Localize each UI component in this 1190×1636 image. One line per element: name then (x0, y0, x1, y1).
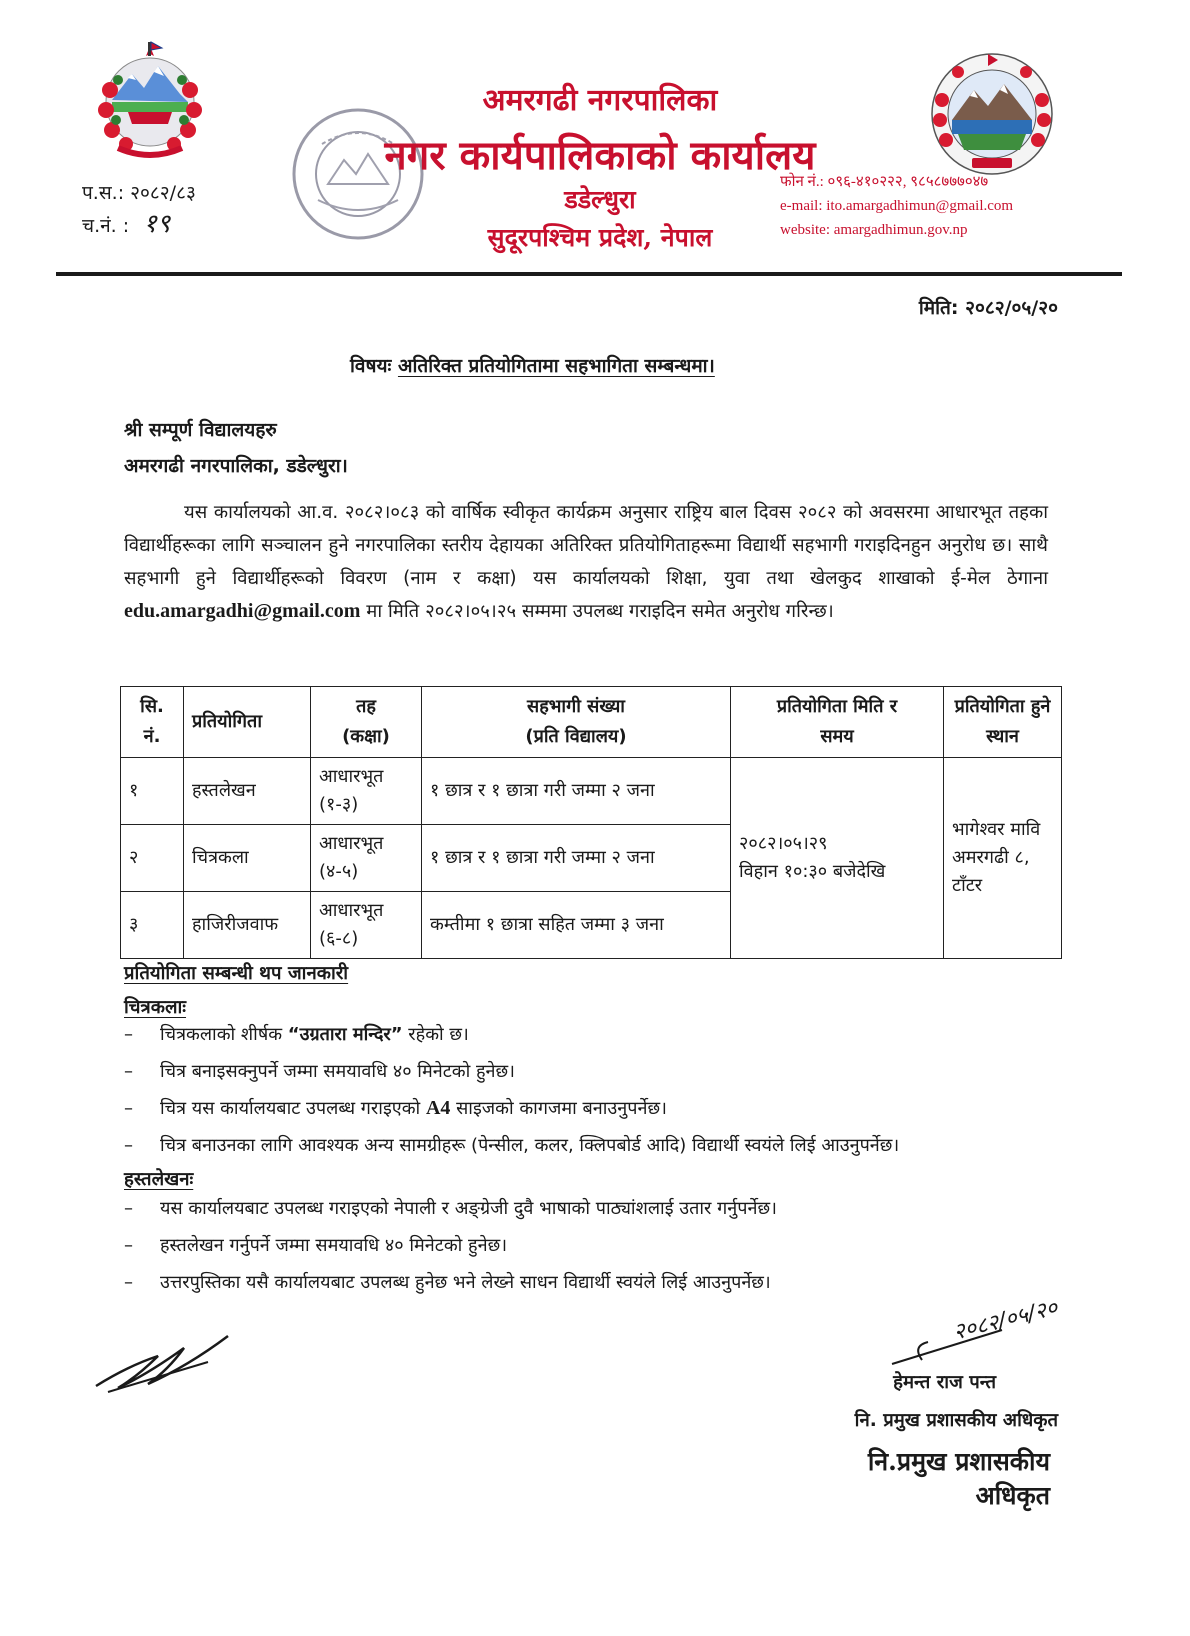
list-item: – चित्र बनाउनका लागि आवश्यक अन्य सामग्रीहरू (पेन्सील, कलर, क्लिपबोर्ड आदि) विद्यार्थी स्वयंले लिई आउनुपर्नेछ। (124, 1127, 899, 1164)
row-participants: १ छात्र र १ छात्रा गरी जम्मा २ जना (422, 758, 731, 825)
additional-info-title: प्रतियोगिता सम्बन्धी थप जानकारी (124, 963, 349, 984)
province-name: सुदूरपश्चिम प्रदेश, नेपाल (487, 223, 713, 252)
contact-block (780, 170, 1080, 242)
row-sn: १ (121, 758, 184, 825)
municipality-logo-icon (928, 50, 1056, 178)
row-level: आधारभूत (६-८) (311, 892, 422, 959)
table-row (121, 758, 1062, 825)
subject-label: विषयः (350, 355, 392, 377)
reference-numbers (82, 178, 196, 242)
body-text-1: यस कार्यालयको आ.व. २०८२।०८३ को वार्षिक स्वीकृत कार्यक्रम अनुसार राष्ट्रिय बाल दिवस २०८२ को अवसरमा आधारभूत तहका विद्यार्थीहरूका लागि सञ्चालन हुने नगरपालिका स्तरीय देहायका अतिरिक्त प्रतियोगिताहरूमा विद्यार्थी सहभागी गराइदिनहुन अनुरोध छ। साथै सहभागी हुने विद्यार्थीहरूको विवरण (नाम र कक्षा) यस कार्यालयको शिक्षा, युवा तथा खेलकुद शाखाको ई-मेल ठेगाना (124, 502, 1048, 589)
row-level: आधारभूत (४-५) (311, 825, 422, 892)
signature-date: २०८२/०५/२० (950, 1295, 1061, 1346)
col-level: तह (कक्षा) (311, 687, 422, 758)
email-address[interactable]: e-mail: ito.amargadhimun@gmail.com (780, 198, 1014, 214)
paper-size: A4 (425, 1097, 451, 1119)
letter-date: मिति: २०८२/०५/२० (918, 297, 1058, 319)
body-text-2: मा मिति २०८२।०५।२५ सम्ममा उपलब्ध गराइदिन समेत अनुरोध गरिन्छ। (360, 601, 834, 622)
designation-stamp: नि.प्रमुख प्रशासकीय अधिकृत (867, 1447, 1050, 1510)
competition-table (120, 686, 1062, 959)
drawing-rules-list (124, 1016, 899, 1164)
signatory-title: नि. प्रमुख प्रशासकीय अधिकृत (854, 1410, 1058, 1431)
col-venue: प्रतियोगिता हुने स्थान (944, 687, 1062, 758)
list-item: – उत्तरपुस्तिका यसै कार्यालयबाट उपलब्ध हुनेछ भने लेख्ने साधन विद्यार्थी स्वयंले लिई आउनुपर्नेछ। (124, 1264, 777, 1301)
recipient-line-1: श्री सम्पूर्ण विद्यालयहरु (124, 419, 277, 441)
row-competition: हस्तलेखन (184, 758, 311, 825)
letter-body (124, 496, 1048, 628)
row-level: आधारभूत (१-३) (311, 758, 422, 825)
letter-subject (350, 352, 715, 378)
handwriting-heading: हस्तलेखनः (124, 1169, 194, 1190)
row-competition: हाजिरीजवाफ (184, 892, 311, 959)
signatory-name: हेमन्त राज पन्त (893, 1372, 996, 1393)
education-email[interactable]: edu.amargadhi@gmail.com (124, 600, 361, 622)
subject-text: अतिरिक्त प्रतियोगितामा सहभागिता सम्बन्धमा। (397, 355, 715, 377)
competition-venue: भागेश्वर मावि अमरगढी ८, टाँटर (944, 758, 1062, 959)
district-name: डडेल्धुरा (564, 185, 636, 214)
col-sn: सि. नं. (121, 687, 184, 758)
nepal-emblem-icon (88, 40, 212, 160)
list-item: – यस कार्यालयबाट उपलब्ध गराइएको नेपाली र अङ्ग्रेजी दुवै भाषाको पाठ्यांशलाई उतार गर्नुपर्नेछ। (124, 1190, 777, 1227)
handwriting-rules-list (124, 1190, 777, 1301)
recipient-block (124, 412, 348, 484)
website-link[interactable]: website: amargadhimun.gov.np (780, 222, 968, 238)
dispatch-label: च.नं. : (82, 215, 130, 237)
drawing-heading: चित्रकलाः (124, 997, 187, 1018)
municipality-name: अमरगढी नगरपालिका (482, 83, 718, 118)
dispatch-number (82, 209, 196, 242)
row-competition: चित्रकला (184, 825, 311, 892)
office-name: नगर कार्यपालिकाको कार्यालय (384, 132, 816, 179)
table-header-row (121, 687, 1062, 758)
col-datetime: प्रतियोगिता मिति र समय (731, 687, 944, 758)
list-item: – हस्तलेखन गर्नुपर्ने जम्मा समयावधि ४० मिनेटको हुनेछ। (124, 1227, 777, 1264)
dispatch-value: १९ (143, 209, 171, 239)
letter-number: प.स.: २०८२/८३ (82, 182, 196, 204)
official-signature (882, 1290, 1112, 1370)
drawing-theme: “उग्रतारा मन्दिर” (287, 1024, 403, 1045)
row-participants: १ छात्र र १ छात्रा गरी जम्मा २ जना (422, 825, 731, 892)
row-sn: ३ (121, 892, 184, 959)
phone-number: फोन नं.: ०९६-४१०२२२, ९८५८७७७०४७ (780, 174, 989, 190)
initials-signature (88, 1326, 238, 1406)
col-participants: सहभागी संख्या (प्रति विद्यालय) (422, 687, 731, 758)
list-item: – चित्रकलाको शीर्षक “उग्रतारा मन्दिर” रहेको छ। (124, 1016, 899, 1053)
list-item: – चित्र यस कार्यालयबाट उपलब्ध गराइएको A4 साइजको कागजमा बनाउनुपर्नेछ। (124, 1090, 899, 1127)
row-participants: कम्तीमा १ छात्रा सहित जम्मा ३ जना (422, 892, 731, 959)
row-sn: २ (121, 825, 184, 892)
list-item: – चित्र बनाइसक्नुपर्ने जम्मा समयावधि ४० मिनेटको हुनेछ। (124, 1053, 899, 1090)
header-divider (56, 272, 1122, 276)
col-competition: प्रतियोगिता (184, 687, 311, 758)
recipient-line-2: अमरगढी नगरपालिका, डडेल्धुरा। (124, 455, 348, 477)
competition-datetime: २०८२।०५।२९ विहान १०:३० बजेदेखि (731, 758, 944, 959)
signatory-block (760, 1364, 1058, 1440)
